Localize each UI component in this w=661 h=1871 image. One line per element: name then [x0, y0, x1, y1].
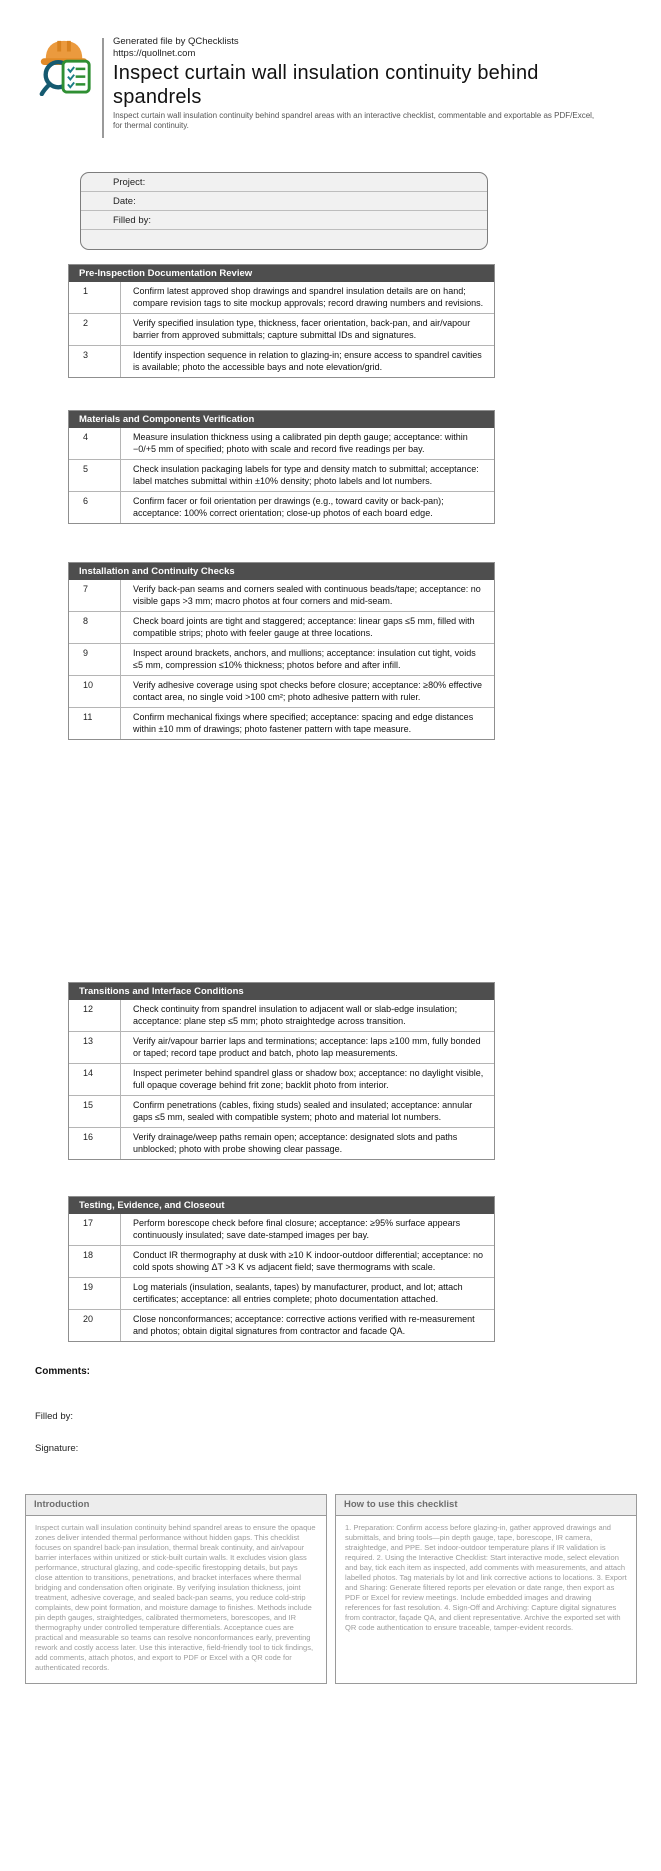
item-text: Inspect perimeter behind spandrel glass or shadow box; acceptance: no daylight visible, full opaque coverage behind frit zone; backlit photo from interior.: [133, 1068, 484, 1090]
item-number: 11: [69, 708, 121, 739]
item-number: 10: [69, 676, 121, 707]
checklist-row: [69, 580, 494, 612]
item-text: Check board joints are tight and staggered; acceptance: linear gaps ≤5 mm, filled with compatible strips; photo with feeler gauge at three locations.: [133, 616, 475, 638]
item-number: 3: [69, 346, 121, 377]
item-text: Confirm mechanical fixings where specified; acceptance: spacing and edge distances within ±10 mm of drawings; photo fastener pattern with tape measure.: [133, 712, 474, 734]
checklist-section: [68, 1196, 495, 1342]
item-number: 2: [69, 314, 121, 345]
checklist-row: [69, 708, 494, 739]
item-text: Verify drainage/weep paths remain open; acceptance: designated slots and paths unblocked; photo with probe showing clear passage.: [133, 1132, 458, 1154]
qchecklists-logo: [36, 36, 94, 96]
page-title: Inspect curtain wall insulation continuity behind spandrels: [113, 62, 539, 108]
introduction-title: Introduction: [26, 1495, 326, 1516]
filled-by-field[interactable]: [81, 211, 487, 230]
document-header: [36, 36, 613, 138]
meta-form: [80, 172, 488, 250]
item-text: Verify specified insulation type, thickness, facer orientation, back-pan, and air/vapour barrier from approved submittals; capture submittal IDs and signatures.: [133, 318, 471, 340]
checklist-row: [69, 460, 494, 492]
section-header: Pre-Inspection Documentation Review: [69, 265, 494, 282]
section-header: Installation and Continuity Checks: [69, 563, 494, 580]
item-text: Verify adhesive coverage using spot checks before closure; acceptance: ≥80% effective contact area, no single void >100 cm²; photo adhesive pattern with ruler.: [133, 680, 482, 702]
section-rows: [69, 1214, 494, 1341]
date-field[interactable]: [81, 192, 487, 211]
checklist-section: [68, 562, 495, 740]
header-divider: [102, 38, 104, 138]
filled-by-label: Filled by:: [113, 214, 152, 226]
project-field[interactable]: [81, 173, 487, 192]
item-number: 16: [69, 1128, 121, 1159]
checklist-row: [69, 676, 494, 708]
item-number: 8: [69, 612, 121, 643]
item-text: Perform borescope check before final closure; acceptance: ≥95% surface appears continuously insulated; save date-stamped images per bay.: [133, 1218, 461, 1240]
item-text: Check continuity from spandrel insulation to adjacent wall or slab-edge insulation; acceptance: plane step ≤5 mm; photo straightedge across transition.: [133, 1004, 458, 1026]
checklist-row: [69, 346, 494, 377]
checklist-row: [69, 1096, 494, 1128]
hard-hat-icon: [46, 41, 83, 60]
item-text: Conduct IR thermography at dusk with ≥10 K indoor-outdoor differential; acceptance: no cold spots showing ΔT >3 K vs adjacent field; save thermograms with scale.: [133, 1250, 483, 1272]
comments-label: Comments:: [35, 1366, 91, 1377]
section-rows: [69, 580, 494, 739]
logo-graphic: [36, 36, 94, 96]
item-text: Identify inspection sequence in relation to glazing-in; ensure access to spandrel cavities is available; photo the accessible bays and note elevation/grid.: [133, 350, 482, 372]
checklist-row: [69, 1278, 494, 1310]
item-text: Check insulation packaging labels for type and density match to submittal; acceptance: label matches submittal within ±10% density; photo labels and lot numbers.: [133, 464, 479, 486]
checklist-row: [69, 1214, 494, 1246]
item-text: Close nonconformances; acceptance: corrective actions verified with re-measurement and photos; obtain digital signatures from contractor and facade QA.: [133, 1314, 475, 1336]
checklist-row: [69, 1128, 494, 1159]
page-subtitle: Inspect curtain wall insulation continuity behind spandrel areas with an interactive checklist, commentable and exportable as PDF/Excel, for thermal continuity.: [113, 111, 595, 130]
section-rows: [69, 1000, 494, 1159]
item-number: 5: [69, 460, 121, 491]
item-number: 19: [69, 1278, 121, 1309]
checklist-row: [69, 314, 494, 346]
info-boxes-row: [25, 1494, 637, 1684]
introduction-box: [25, 1494, 327, 1684]
item-text: Confirm facer or foil orientation per drawings (e.g., toward cavity or back-pan); acceptance: 100% correct orientation; close-up photos of each board edge.: [133, 496, 444, 518]
checklist-row: [69, 282, 494, 314]
item-number: 1: [69, 282, 121, 313]
checklist-row: [69, 612, 494, 644]
item-number: 14: [69, 1064, 121, 1095]
checklist-row: [69, 1310, 494, 1341]
item-number: 17: [69, 1214, 121, 1245]
how-to-box: [335, 1494, 637, 1684]
empty-field[interactable]: [81, 230, 487, 248]
checklist-row: [69, 492, 494, 523]
checklist-section: [68, 264, 495, 378]
item-text: Verify back-pan seams and corners sealed with continuous beads/tape; acceptance: no visible gaps >3 mm; macro photos at four corners and mid-seam.: [133, 584, 481, 606]
item-text: Log materials (insulation, sealants, tapes) by manufacturer, product, and lot; attach certificates; acceptance: all entries complete; photo documentation attached.: [133, 1282, 463, 1304]
project-label: Project:: [113, 176, 146, 188]
checklist-section: [68, 410, 495, 524]
how-to-title: How to use this checklist: [336, 1495, 636, 1516]
section-header: Materials and Components Verification: [69, 411, 494, 428]
checklist-row: [69, 1246, 494, 1278]
section-header: Transitions and Interface Conditions: [69, 983, 494, 1000]
item-number: 15: [69, 1096, 121, 1127]
checklist-section: [68, 982, 495, 1160]
item-number: 13: [69, 1032, 121, 1063]
item-text: Confirm penetrations (cables, fixing studs) sealed and insulated; acceptance: annular gaps ≤5 mm, sealed with compatible system; photo and material lot numbers.: [133, 1100, 473, 1122]
item-number: 6: [69, 492, 121, 523]
section-header: Testing, Evidence, and Closeout: [69, 1197, 494, 1214]
item-text: Verify air/vapour barrier laps and terminations; acceptance: laps ≥100 mm, fully bonded or taped; record tape product and batch, photo lap measurements.: [133, 1036, 481, 1058]
signature-label: Signature:: [35, 1443, 79, 1454]
checklist-row: [69, 1064, 494, 1096]
checklist-row: [69, 428, 494, 460]
site-url-link[interactable]: https://quollnet.com: [113, 47, 196, 59]
item-number: 20: [69, 1310, 121, 1341]
item-number: 12: [69, 1000, 121, 1031]
item-number: 18: [69, 1246, 121, 1277]
checklist-row: [69, 1000, 494, 1032]
footer-filled-by-label: Filled by:: [35, 1411, 74, 1422]
introduction-body: Inspect curtain wall insulation continuity behind spandrel areas to ensure the opaque zones deliver intended thermal performance without hidden gaps. This checklist focuses on spandrel back-pan insulation, thermal break continuity, and air/vapour barrier interfaces within unitized or stick-built curtain walls. It excludes vision glass performance, structural glazing, and code-specific firestopping details, but pays close attention to transitions, penetrations, and bracket interfaces where thermal bridging and condensation often originate. By verifying insulation thickness, joint treatment, adhesive coverage, and sealed back-pan seams, you reduce cold-strip complaints, dew point formation, and moisture damage to finishes. Methods include pin depth gauges, straightedges, calibrated thermometers, borescopes, and IR thermography under controlled temperature differentials. Acceptance cues are practical and measurable so teams can resolve nonconformances early, preventing rework and costly access later. Use this interactive, field-friendly tool to tick findings, add comments, attach photos, and export to PDF or Excel with a QR code for authenticated records.: [35, 1523, 316, 1672]
checklist-row: [69, 1032, 494, 1064]
item-text: Confirm latest approved shop drawings and spandrel insulation details are on hand; compare revision tags to site mockup approvals; record drawing numbers and revisions.: [133, 286, 484, 308]
date-label: Date:: [113, 195, 136, 207]
item-number: 9: [69, 644, 121, 675]
item-number: 7: [69, 580, 121, 611]
generated-by-line: Generated file by QChecklists: [113, 36, 239, 47]
item-text: Inspect around brackets, anchors, and mullions; acceptance: insulation cut tight, voids ≤5 mm, compression ≤10% thickness; photos before and after infill.: [133, 648, 476, 670]
checklist-row: [69, 644, 494, 676]
item-number: 4: [69, 428, 121, 459]
section-rows: [69, 428, 494, 523]
section-rows: [69, 282, 494, 377]
how-to-body: 1. Preparation: Confirm access before glazing-in, gather approved drawings and submittals, and bring tools—pin depth gauge, tape, borescope, IR camera, straightedge, and PPE. Set indoor-outdoor temperature plans if IR validation is required. 2. Using the Interactive Checklist: Start interactive mode, select elevation and bay, tick each item as inspected, add comments with measurements, and attach labelled photos. Tag materials by lot and link corrective actions to locations. 3. Export and Sharing: Generate filtered reports per elevation or date range, then export as PDF or Excel for review meetings. Include embedded images and drawing references for fast resolution. 4. Sign-Off and Archiving: Capture digital signatures from contractor, façade QA, and client representative. Archive the exported set with QR code authentication to ensure traceable, tamper-evident records.: [345, 1523, 627, 1632]
item-text: Measure insulation thickness using a calibrated pin depth gauge; acceptance: within −0/+5 mm of specified; photo with scale and record five readings per bay.: [133, 432, 468, 454]
